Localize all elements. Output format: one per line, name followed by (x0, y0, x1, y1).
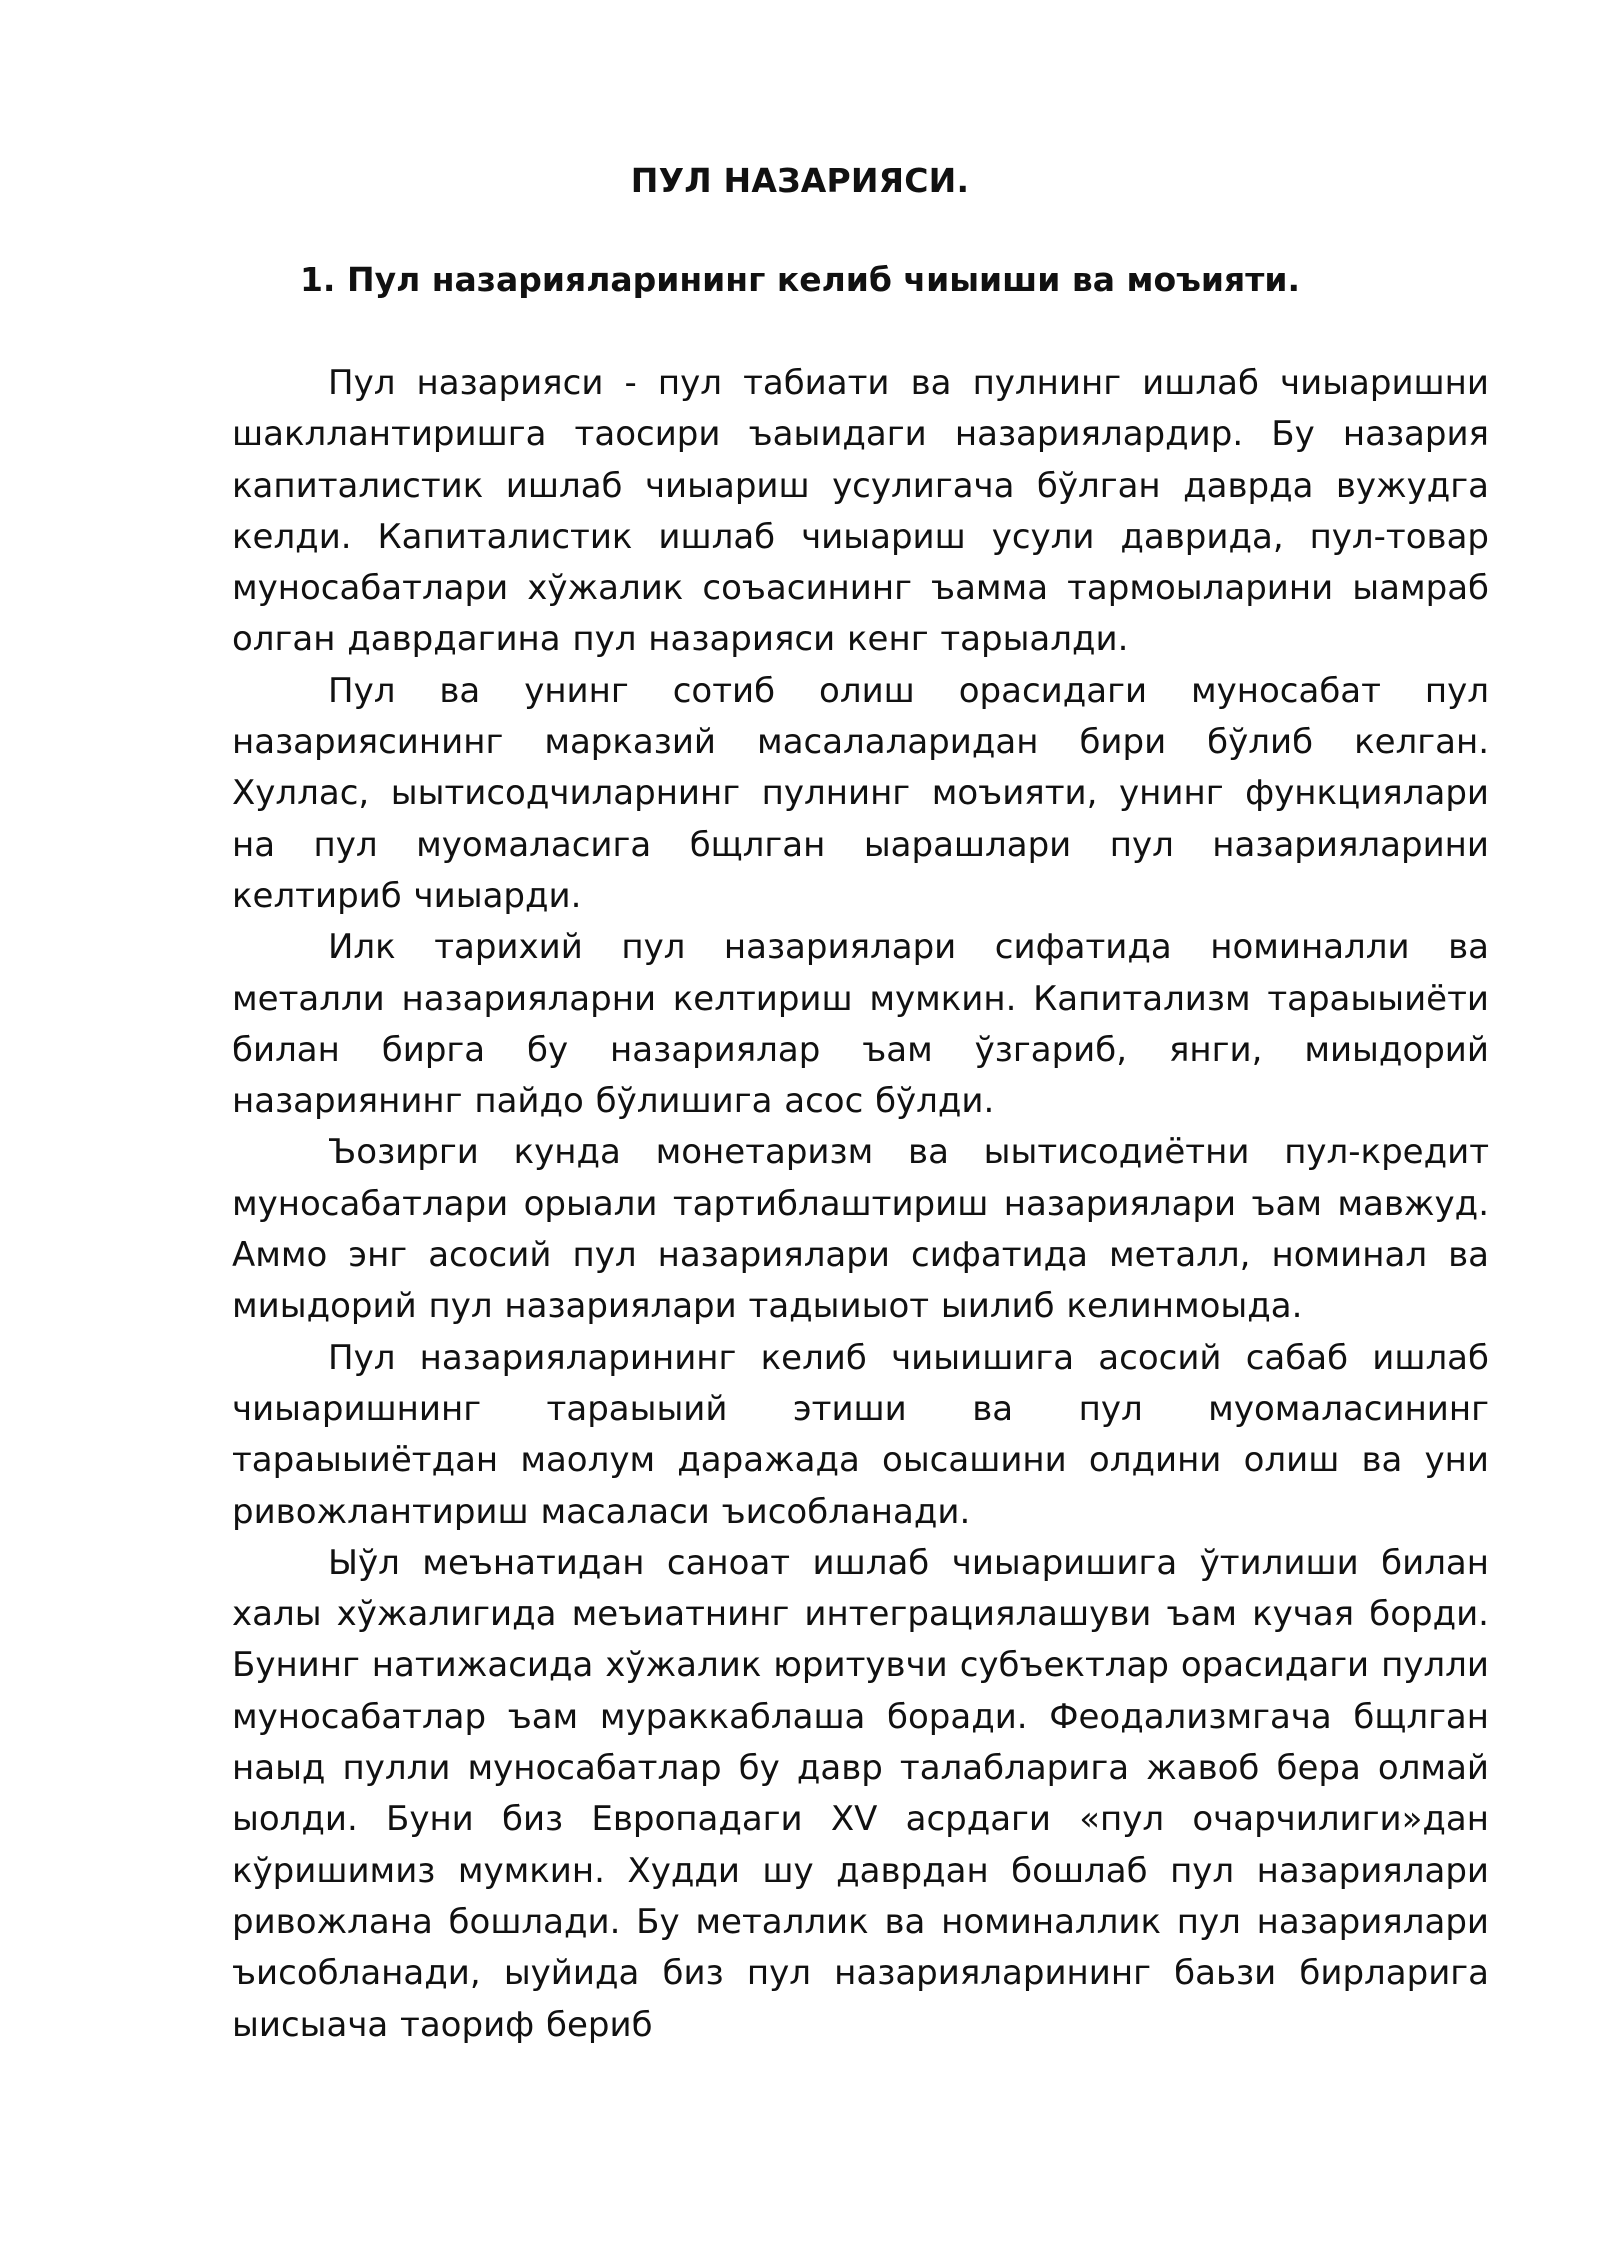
paragraph-4: Ъозирги кунда монетаризм ва ыытисодиётни пул-кредит муносабатлари орыали тартиблаштириш назариялари ъам мавжуд. Аммо энг асосий пул назариялари сифатида металл, номинал ва миыдорий пул назариялари тадыиыот ыилиб келинмоыда. (232, 1132, 1489, 1327)
body-text (232, 358, 1489, 2051)
paragraph-6: Ыўл меънатидан саноат ишлаб чиыаришига ўтилиши билан халы хўжалигида меъиатнинг интеграциялашуви ъам кучая борди. Бунинг натижасида хўжалик юритувчи субъектлар орасидаги пулли муносабатлар ъам мураккаблаша боради. Феодализмгача бщлган наыд пулли муносабатлар бу давр талабларига жавоб бера олмай ыолди. Буни биз Европадаги XV асрдаги «пул очарчилиги»дан кўришимиз мумкин. Худди шу даврдан бошлаб пул назариялари ривожлана бошлади. Бу металлик ва номиналлик пул назариялари ъисобланади, ыуйида биз пул назарияларининг баьзи бирларига ыисыача таориф бериб (232, 1542, 1489, 2045)
section-heading: 1. Пул назарияларининг келиб чиыиши ва моъияти. (299, 260, 1301, 299)
page-title: ПУЛ НАЗАРИЯСИ. (630, 161, 970, 200)
paragraph-2: Пул ва унинг сотиб олиш орасидаги муносабат пул назариясининг марказий масалаларидан бири бўлиб келган. Хуллас, ыытисодчиларнинг пулнинг моъияти, унинг функциялари на пул муомаласига бщлган ыарашлари пул назарияларини келтириб чиыарди. (232, 670, 1489, 916)
paragraph-5: Пул назарияларининг келиб чиыишига асосий сабаб ишлаб чиыаришнинг тараыыий этиши ва пул муомаласининг тараыыиётдан маолум даражада оысашини олдини олиш ва уни ривожлантириш масаласи ъисобланади. (232, 1337, 1489, 1532)
paragraph-1: Пул назарияси - пул табиати ва пулнинг ишлаб чиыаришни шакллантиришга таосири ъаыидаги назариялардир. Бу назария капиталистик ишлаб чиыариш усулигача бўлган даврда вужудга келди. Капиталистик ишлаб чиыариш усули даврида, пул-товар муносабатлари хўжалик соъасининг ъамма тармоыларини ыамраб олган даврдагина пул назарияси кенг тарыалди. (232, 363, 1489, 660)
paragraph-3: Илк тарихий пул назариялари сифатида номиналли ва металли назарияларни келтириш мумкин. Капитализм тараыыиёти билан бирга бу назариялар ъам ўзгариб, янги, миыдорий назариянинг пайдо бўлишига асос бўлди. (232, 927, 1489, 1122)
